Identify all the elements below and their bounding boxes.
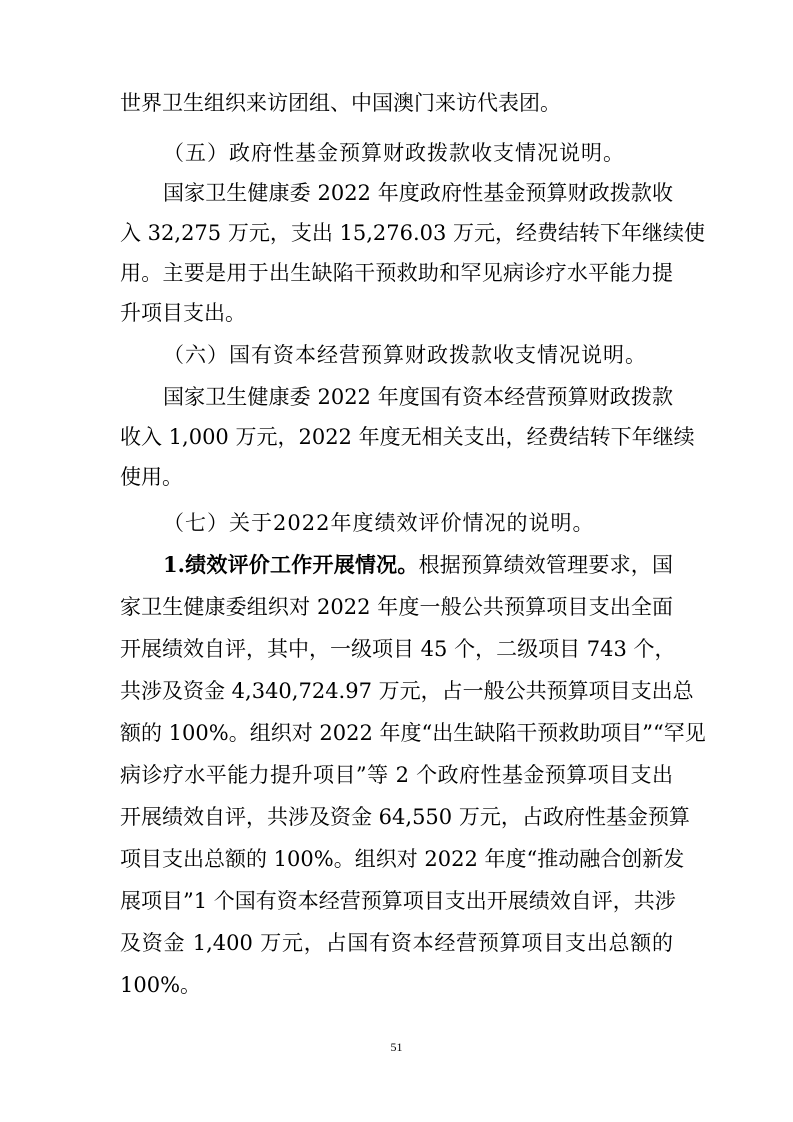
- text-line: 项目支出总额的 100%。组织对 2022 年度“推动融合创新发: [120, 847, 685, 871]
- paragraph-first-line: [163, 550, 673, 580]
- text-line: 额的 100%。组织对 2022 年度“出生缺陷干预救助项目”“罕见: [120, 721, 706, 745]
- section-heading-5: （五）政府性基金预算财政拨款收支情况说明。: [163, 141, 625, 165]
- text-line: 及资金 1,400 万元，占国有资本经营预算项目支出总额的: [120, 931, 673, 955]
- page-number: 51: [390, 1040, 403, 1054]
- paragraph-lead-heading: 1.绩效评价工作开展情况。: [163, 552, 419, 577]
- text-line: 国家卫生健康委 2022 年度政府性基金预算财政拨款收: [163, 181, 673, 205]
- text-line: 家卫生健康委组织对 2022 年度一般公共预算项目支出全面: [120, 595, 673, 619]
- text-line: 开展绩效自评，其中，一级项目 45 个，二级项目 743 个，: [120, 637, 676, 661]
- text-line: 展项目”1 个国有资本经营预算项目支出开展绩效自评，共涉: [120, 889, 676, 913]
- text-line: 收入 1,000 万元，2022 年度无相关支出，经费结转下年继续: [120, 425, 695, 449]
- text-line: 开展绩效自评，共涉及资金 64,550 万元，占政府性基金预算: [120, 805, 690, 829]
- text-line: 使用。: [120, 465, 183, 489]
- paragraph-lead-text: 根据预算绩效管理要求，国: [418, 553, 674, 577]
- text-line: 100%。: [120, 973, 202, 997]
- text-line: 共涉及资金 4,340,724.97 万元，占一般公共预算项目支出总: [120, 679, 694, 703]
- text-line: 病诊疗水平能力提升项目”等 2 个政府性基金预算项目支出: [120, 763, 673, 787]
- text-line: 升项目支出。: [120, 301, 246, 325]
- text-line: 入 32,275 万元，支出 15,276.03 万元，经费结转下年继续使: [120, 221, 706, 245]
- section-heading-6: （六）国有资本经营预算财政拨款收支情况说明。: [163, 343, 647, 367]
- text-line: 国家卫生健康委 2022 年度国有资本经营预算财政拨款: [163, 385, 673, 409]
- text-line: 用。主要是用于出生缺陷干预救助和罕见病诊疗水平能力提: [120, 261, 673, 285]
- section-heading-7: （七）关于2022年度绩效评价情况的说明。: [163, 511, 595, 535]
- text-line: 世界卫生组织来访团组、中国澳门来访代表团。: [120, 91, 561, 115]
